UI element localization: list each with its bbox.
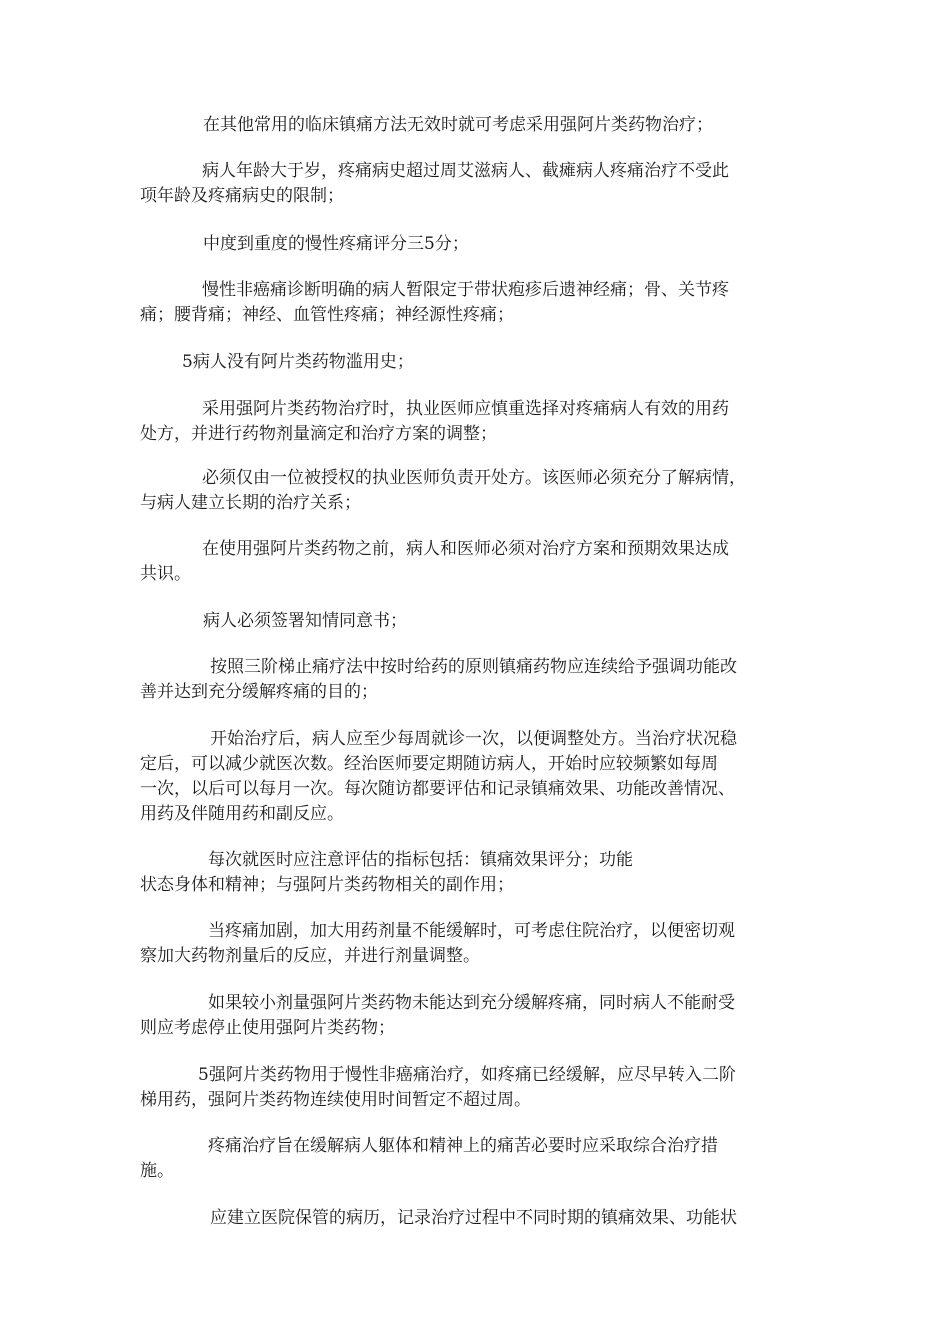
text-line: 一次，以后可以每月一次。每次随访都要评估和记录镇痛效果、功能改善情况、: [140, 779, 735, 799]
paragraph-15: [140, 1063, 736, 1113]
text-line: 善并达到充分缓解疼痛的目的；: [140, 682, 378, 702]
text-line: 5病人没有阿片类药物滥用史；: [182, 352, 414, 372]
text-line: 慢性非癌痛诊断明确的病人暂限定于带状疱疹后遗神经痛；骨、关节疼: [202, 280, 729, 300]
paragraph-8: [140, 537, 729, 587]
text-line: 定后，可以减少就医次数。经治医师要定期随访病人，开始时应较频繁如每周: [140, 754, 718, 774]
text-line: 按照三阶梯止痛疗法中按时给药的原则镇痛药物应连续给予强调功能改: [210, 657, 737, 677]
paragraph-14: [140, 991, 735, 1041]
text-line: 察加大药物剂量后的反应，并进行剂量调整。: [140, 946, 480, 966]
paragraph-4: [140, 278, 729, 328]
text-line: 状态身体和精神；与强阿片类药物相关的副作用；: [140, 875, 514, 895]
text-line: 在使用强阿片类药物之前，病人和医师必须对治疗方案和预期效果达成: [202, 539, 729, 559]
paragraph-17: [140, 1206, 737, 1231]
paragraph-16: [140, 1134, 718, 1184]
paragraph-1: [203, 113, 713, 138]
text-line: 病人年龄大于岁，疼痛病史超过周艾滋病人、截瘫病人疼痛治疗不受此: [202, 161, 729, 181]
paragraph-10: [140, 655, 737, 705]
paragraph-5: [182, 350, 414, 375]
text-line: 开始治疗后，病人应至少每周就诊一次，以便调整处方。当治疗状况稳: [210, 729, 737, 749]
text-line: 共识。: [140, 564, 191, 584]
text-line: 5强阿片类药物用于慢性非癌痛治疗，如疼痛已经缓解，应尽早转入二阶: [198, 1065, 736, 1085]
paragraph-13: [140, 919, 735, 969]
text-line: 病人必须签署知情同意书；: [203, 611, 407, 631]
text-line: 中度到重度的慢性疼痛评分三5分；: [203, 234, 469, 254]
paragraph-12: [140, 848, 633, 898]
text-line: 疼痛治疗旨在缓解病人躯体和精神上的痛苦必要时应采取综合治疗措: [208, 1136, 718, 1156]
paragraph-2: [140, 159, 729, 209]
paragraph-6: [140, 397, 729, 447]
text-line: 与病人建立长期的治疗关系；: [140, 493, 361, 513]
text-line: 在其他常用的临床镇痛方法无效时就可考虑采用强阿片类药物治疗；: [203, 115, 713, 135]
text-line: 用药及伴随用药和副反应。: [140, 804, 344, 824]
text-line: 当疼痛加剧，加大用药剂量不能缓解时，可考虑住院治疗，以便密切观: [208, 921, 735, 941]
paragraph-11: [140, 727, 737, 827]
text-line: 痛；腰背痛；神经、血管性疼痛；神经源性疼痛；: [140, 305, 514, 325]
text-line: 采用强阿片类药物治疗时，执业医师应慎重选择对疼痛病人有效的用药: [202, 399, 729, 419]
text-line: 处方，并进行药物剂量滴定和治疗方案的调整；: [140, 424, 497, 444]
text-line: 每次就医时应注意评估的指标包括：镇痛效果评分；功能: [208, 850, 633, 870]
text-line: 应建立医院保管的病历，记录治疗过程中不同时期的镇痛效果、功能状: [210, 1208, 737, 1228]
text-line: 项年龄及疼痛病史的限制；: [140, 186, 344, 206]
text-line: 梯用药，强阿片类药物连续使用时间暂定不超过周。: [140, 1090, 531, 1110]
text-line: 施。: [140, 1161, 174, 1181]
paragraph-3: [203, 232, 469, 257]
paragraph-9: [203, 609, 407, 634]
text-line: 则应考虑停止使用强阿片类药物；: [140, 1018, 395, 1038]
paragraph-7: [140, 466, 746, 516]
text-line: 必须仅由一位被授权的执业医师负责开处方。该医师必须充分了解病情，: [202, 468, 746, 488]
text-line: 如果较小剂量强阿片类药物未能达到充分缓解疼痛，同时病人不能耐受: [208, 993, 735, 1013]
